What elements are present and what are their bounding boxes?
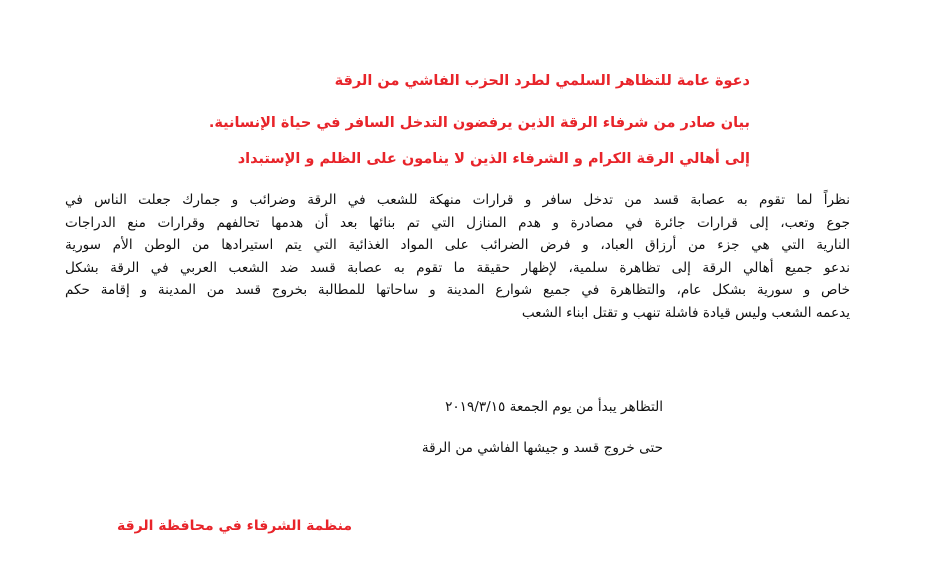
body-paragraph bbox=[65, 189, 850, 325]
body-line: يدعمه الشعب وليس قيادة فاشلة تنهب و تقتل ابناء الشعب bbox=[521, 304, 850, 321]
schedule-start: التظاهر يبدأ من يوم الجمعة ٢٠١٩/٣/١٥ bbox=[445, 399, 663, 415]
signature: منظمة الشرفاء في محافظة الرقة bbox=[117, 518, 353, 534]
body-line: جوع وتعب، إلى قرارات جائرة في مصادرة و هدم المنازل التي تم بنائها بعد أن هدمها تحالفهم وقرارات منع الدراجات bbox=[65, 214, 850, 231]
statement-heading: بيان صادر من شرفاء الرقة الذين يرفضون التدخل السافر في حياة الإنسانية. bbox=[208, 115, 750, 131]
addressed-to-heading: إلى أهالي الرقة الكرام و الشرفاء الذين لا ينامون على الظلم و الإستبداد bbox=[237, 151, 750, 167]
body-line: ندعو جميع أهالي الرقة إلى تظاهرة سلمية، لإظهار حقيقة ما تقوم به عصابة قسد ضد الشعب العربي في الرقة بشكل bbox=[65, 259, 850, 276]
call-heading: دعوة عامة للتظاهر السلمي لطرد الحزب الفاشي من الرقة bbox=[334, 73, 750, 89]
body-line: خاص و سورية بشكل عام، والتظاهرة في جميع شوارع المدينة و ساحاتها للمطالبة بخروج قسد من المدينة و إقامة حكم bbox=[65, 282, 850, 299]
schedule-until: حتى خروج قسد و جيشها الفاشي من الرقة bbox=[421, 440, 663, 456]
body-line: النارية التي هي جزء من أرزاق العباد، و فرض الضرائب على المواد الغذائية التي يتم استيرادها من الوطن الأم سورية bbox=[65, 237, 850, 254]
body-line: نظراً لما تقوم به عصابة قسد من تدخل سافر و قرارات منهكة للشعب في الرقة وضرائب و جمارك جعلت الناس في bbox=[65, 192, 850, 208]
